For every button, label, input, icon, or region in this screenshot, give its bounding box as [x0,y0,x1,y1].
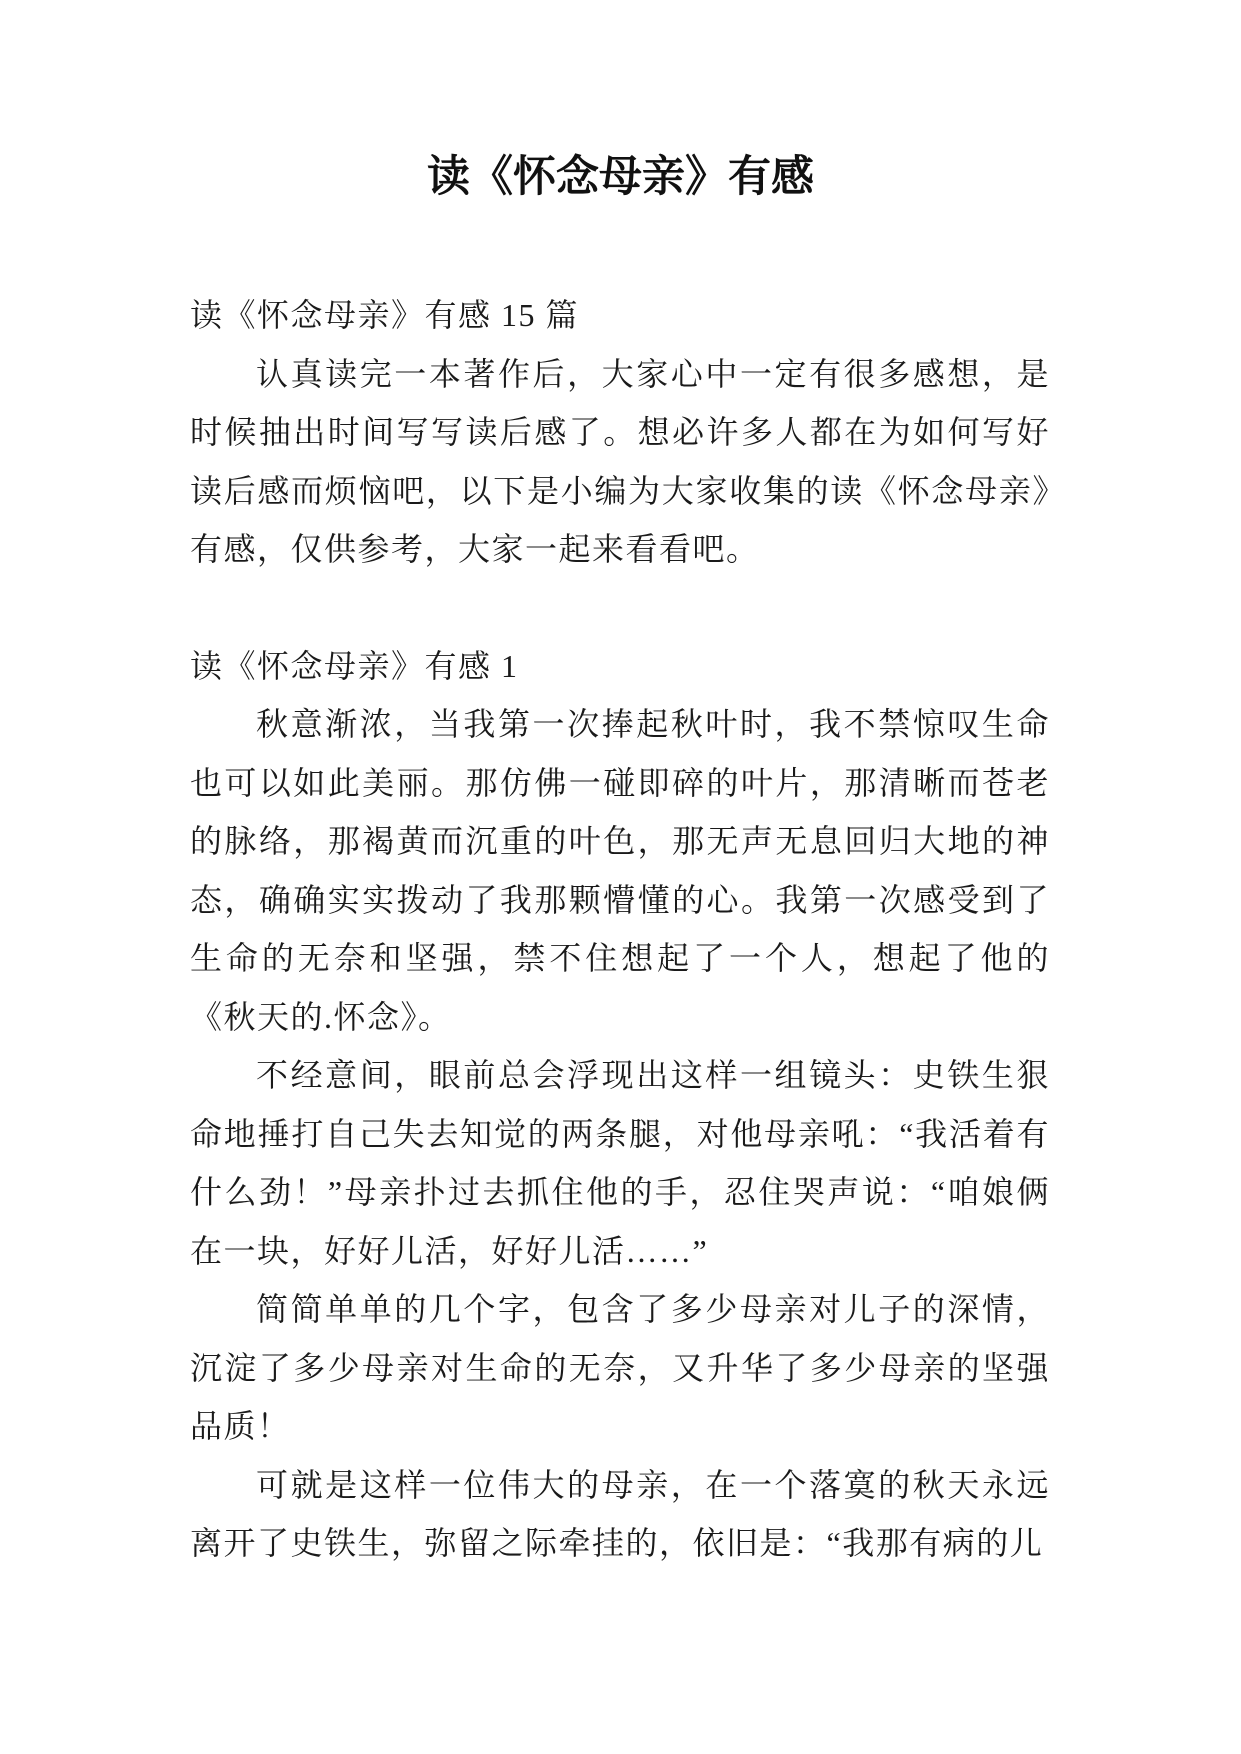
section-heading: 读《怀念母亲》有感 1 [190,647,519,684]
intro-paragraph: 认真读完一本著作后，大家心中一定有很多感想，是时候抽出时间写写读后感了。想必许多人都在为如何写好读后感而烦恼吧，以下是小编为大家收集的读《怀念母亲》有感，仅供参考，大家一起来看看吧。 [190,355,1050,567]
body-paragraph: 简简单单的几个字，包含了多少母亲对儿子的深情，沉淀了多少母亲对生命的无奈，又升华了多少母亲的坚强品质！ [190,1291,1050,1444]
body-paragraph: 秋意渐浓，当我第一次捧起秋叶时，我不禁惊叹生命也可以如此美丽。那仿佛一碰即碎的叶片，那清晰而苍老的脉络，那褐黄而沉重的叶色，那无声无息回归大地的神态，确确实实拨动了我那颗懵懂的心。我第一次感受到了生命的无奈和坚强，禁不住想起了一个人，想起了他的《秋天的.怀念》。 [190,706,1050,1035]
body-paragraph: 可就是这样一位伟大的母亲，在一个落寞的秋天永远离开了史铁生，弥留之际牵挂的，依旧是：“我那有病的儿 [190,1466,1050,1561]
document-body [190,286,1050,1573]
section-spacer [190,579,1050,637]
body-paragraph: 不经意间，眼前总会浮现出这样一组镜头：史铁生狠命地捶打自己失去知觉的两条腿，对他母亲吼：“我活着有什么劲！”母亲扑过去抓住他的手，忍住哭声说：“咱娘俩在一块，好好儿活，好好儿活……” [190,1057,1050,1269]
document-title: 读《怀念母亲》有感 [427,154,814,201]
collection-subtitle: 读《怀念母亲》有感 15 篇 [190,297,580,333]
